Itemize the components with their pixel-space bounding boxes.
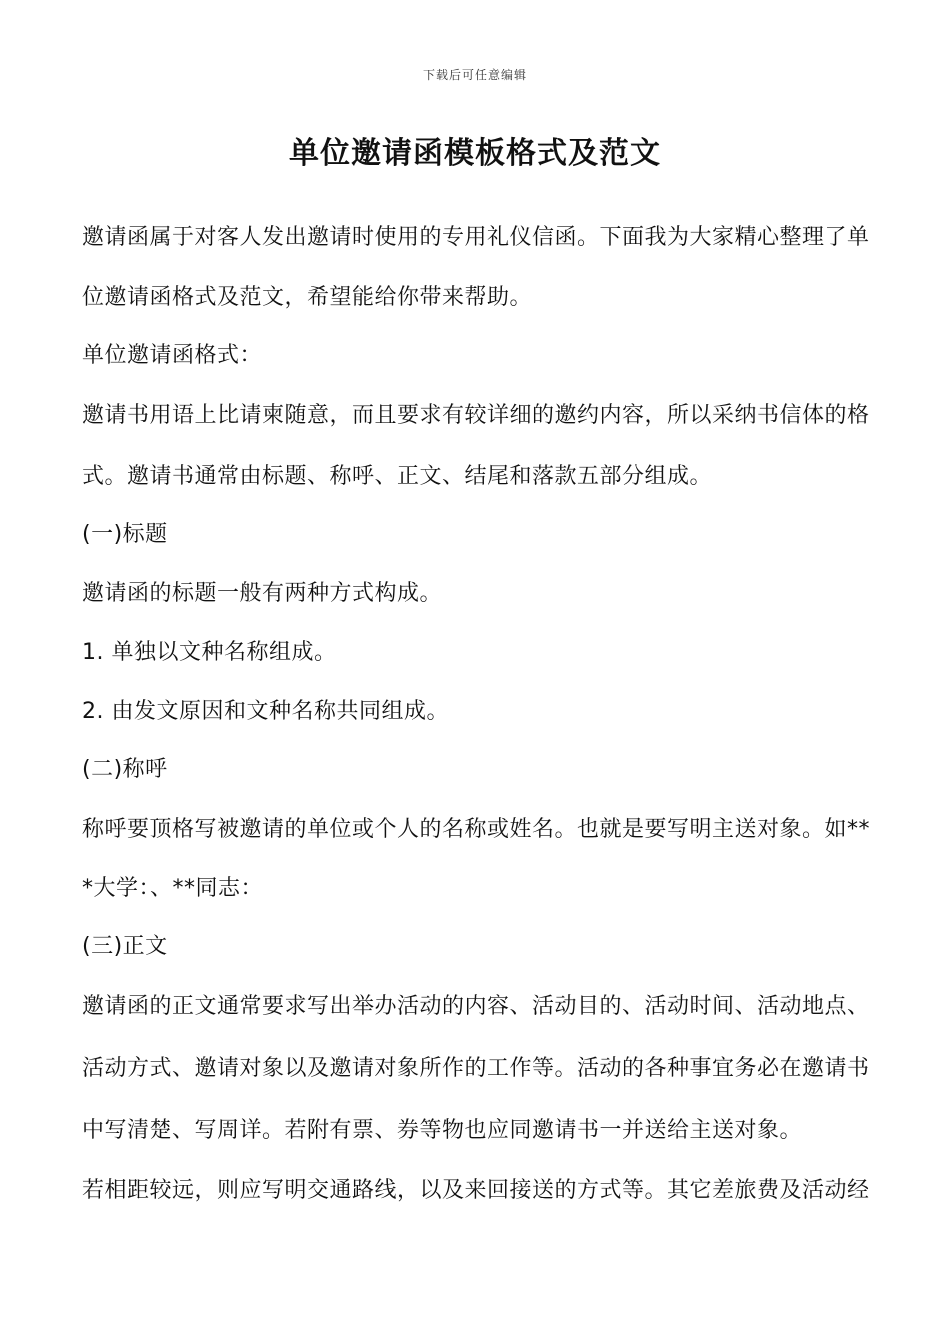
section-heading-format: 单位邀请函格式： (82, 343, 263, 368)
body-line-16: 中写清楚、写周详。若附有票、券等物也应同邀请书一并送给主送对象。 (82, 1118, 803, 1143)
list-item-1: 1. 单独以文种名称组成。 (82, 640, 337, 665)
body-line-17: 若相距较远，则应写明交通路线，以及来回接送的方式等。其它差旅费及活动经 (82, 1178, 870, 1203)
body-line-12: *大学：、**同志： (82, 876, 264, 901)
body-line-1: 邀请函属于对客人发出邀请时使用的专用礼仪信函。下面我为大家精心整理了单 (82, 225, 870, 250)
body-line-2: 位邀请函格式及范文，希望能给你带来帮助。 (82, 285, 533, 310)
body-line-15: 活动方式、邀请对象以及邀请对象所作的工作等。活动的各种事宜务必在邀请书 (82, 1056, 870, 1081)
body-line-14: 邀请函的正文通常要求写出举办活动的内容、活动目的、活动时间、活动地点、 (82, 994, 870, 1019)
subheading-salutation: (二)称呼 (82, 757, 168, 782)
subheading-title: (一)标题 (82, 522, 168, 547)
list-item-2: 2. 由发文原因和文种名称共同组成。 (82, 699, 449, 724)
subheading-body: (三)正文 (82, 934, 168, 959)
header-note: 下载后可任意编辑 (422, 68, 527, 82)
document-title: 单位邀请函模板格式及范文 (289, 136, 661, 171)
body-line-11: 称呼要顶格写被邀请的单位或个人的名称或姓名。也就是要写明主送对象。如** (82, 817, 871, 842)
body-line-4: 邀请书用语上比请柬随意，而且要求有较详细的邀约内容，所以采纳书信体的格 (82, 403, 870, 428)
body-line-7: 邀请函的标题一般有两种方式构成。 (82, 581, 443, 606)
body-line-5: 式。邀请书通常由标题、称呼、正文、结尾和落款五部分组成。 (82, 464, 713, 489)
